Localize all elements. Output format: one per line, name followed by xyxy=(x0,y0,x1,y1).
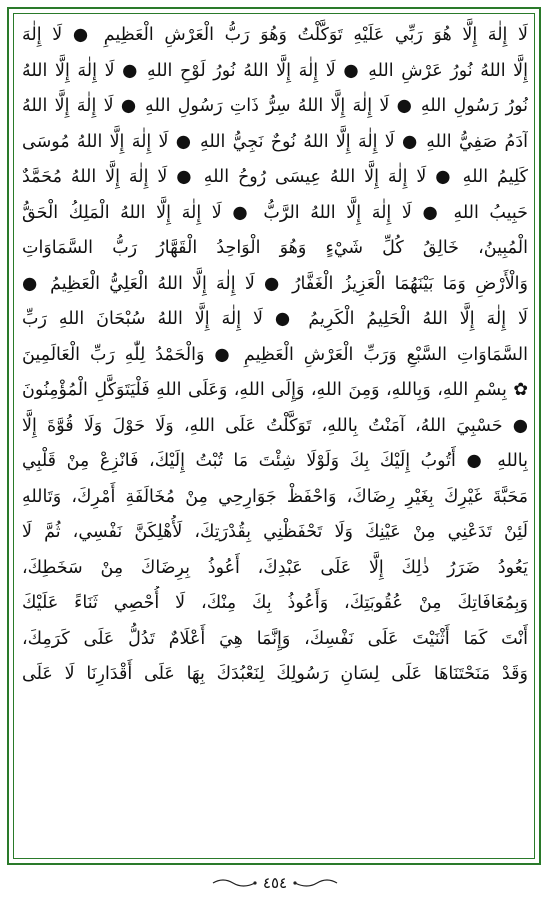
footer-ornament-left-icon xyxy=(211,876,257,890)
text-line: حَبِيبُ اللهِ ● لَا إِلٰهَ إِلَّا اللهُ الرَّبُّ ● لَا إِلٰهَ إِلَّا اللهُ الْمَلِكُ الْحَقُّ xyxy=(22,202,528,223)
text-line: ✿ بِسْمِ اللهِ، وَبِاللهِ، وَمِنَ اللهِ، وَإِلَى اللهِ، وَعَلَى اللهِ فَلْيَتَوَكَّلِ الْمُؤْمِنُونَ xyxy=(22,380,528,400)
text-line: يَعُودُ ضَرَرُ ذٰلِكَ إِلَّا عَلَى عَبْدِكَ، أَعُوذُ بِرِضَاكَ مِنْ سَخَطِكَ، xyxy=(22,557,528,578)
text-line: ● حَسْبِيَ اللهُ، آمَنْتُ بِاللهِ، تَوَكَّلْتُ عَلَى اللهِ، وَلَا حَوْلَ وَلَا قُوَّةَ إِلَّا xyxy=(22,415,528,436)
text-line: لَئِنْ تَدَعْنِي مِنْ عَيْنِكَ وَلَا تَحْفَظْنِي بِقُدْرَتِكَ، لَأُهْلِكَنَّ نَفْسِي، ثُمَّ لَا xyxy=(22,522,528,542)
page-number: ٤٥٤ xyxy=(262,874,288,892)
text-body xyxy=(22,18,528,856)
text-line: وَبِمُعَافَاتِكَ مِنْ عُقُوبَتِكَ، وَأَعُوذُ بِكَ مِنْكَ، لَا أُحْصِي ثَنَاءً عَلَيْكَ xyxy=(22,593,528,613)
text-line: وَالْأَرْضِ وَمَا بَيْنَهُمَا الْعَزِيزُ الْغَفَّارُ ● لَا إِلٰهَ إِلَّا اللهُ الْعَلِيُّ الْعَظِيمُ ● xyxy=(22,273,528,294)
text-line: لَا إِلٰهَ إِلَّا هُوَ رَبِّي عَلَيْهِ تَوَكَّلْتُ وَهُوَ رَبُّ الْعَرْشِ الْعَظِيمِ ● لَا إِلٰهَ xyxy=(22,25,528,45)
page-footer xyxy=(0,870,550,896)
text-line: نُورُ رَسُولِ اللهِ ● لَا إِلٰهَ إِلَّا اللهُ سِرُّ ذَاتِ رَسُولِ اللهِ ● لَا إِلٰهَ إِلَّا اللهُ xyxy=(22,96,528,116)
text-line: إِلَّا اللهُ نُورُ عَرْشِ اللهِ ● لَا إِلٰهَ إِلَّا اللهُ نُورُ لَوْحِ اللهِ ● لَا إِلٰهَ إِلَّا اللهُ xyxy=(22,60,528,81)
text-line: آدَمُ صَفِيُّ اللهِ ● لَا إِلٰهَ إِلَّا اللهُ نُوحٌ نَجِيُّ اللهِ ● لَا إِلٰهَ إِلَّا اللهُ مُوسَى xyxy=(22,131,528,152)
footer-ornament-right-icon xyxy=(293,876,339,890)
text-line: بِاللهِ ● أَتُوبُ إِلَيْكَ بِكَ وَلَوْلَا شِئْتَ مَا تُبْتُ إِلَيْكَ، فَانْزِعْ مِنْ قَلْبِي xyxy=(22,451,528,471)
text-line: السَّمَاوَاتِ السَّبْعِ وَرَبِّ الْعَرْشِ الْعَظِيمِ ● وَالْحَمْدُ لِلّٰهِ رَبِّ الْعَالَمِينَ xyxy=(22,344,528,365)
text-line: الْمُبِينُ، خَالِقُ كُلِّ شَيْءٍ وَهُوَ الْوَاحِدُ الْقَهَّارُ رَبُّ السَّمَاوَاتِ xyxy=(22,238,528,258)
text-line: لَا إِلٰهَ إِلَّا اللهُ الْحَلِيمُ الْكَرِيمُ ● لَا إِلٰهَ إِلَّا اللهُ سُبْحَانَ اللهِ رَبِّ xyxy=(22,309,528,329)
text-line: مَحَبَّةَ غَيْرِكَ بِغَيْرِ رِضَاكَ، وَاحْفَظْ جَوَارِحِي مِنْ مُخَالَفَةِ أَمْرِكَ، وَتَاللهِ xyxy=(22,486,528,507)
text-line: كَلِيمُ اللهِ ● لَا إِلٰهَ إِلَّا اللهُ عِيسَى رُوحُ اللهِ ● لَا إِلٰهَ إِلَّا اللهُ مُحَمَّدٌ xyxy=(22,167,528,187)
text-line: أَنْتَ كَمَا أَثْنَيْتَ عَلَى نَفْسِكَ، وَإِنَّمَا هِيَ أَعْلَامٌ تَدُلُّ عَلَى كَرَمِكَ، xyxy=(22,628,528,649)
text-line: وَقَدْ مَنَحْتَنَاهَا عَلَى لِسَانِ رَسُولِكَ لِنَعْبُدَكَ بِهَا عَلَى أَقْدَارِنَا لَا عَلَى xyxy=(22,664,528,684)
